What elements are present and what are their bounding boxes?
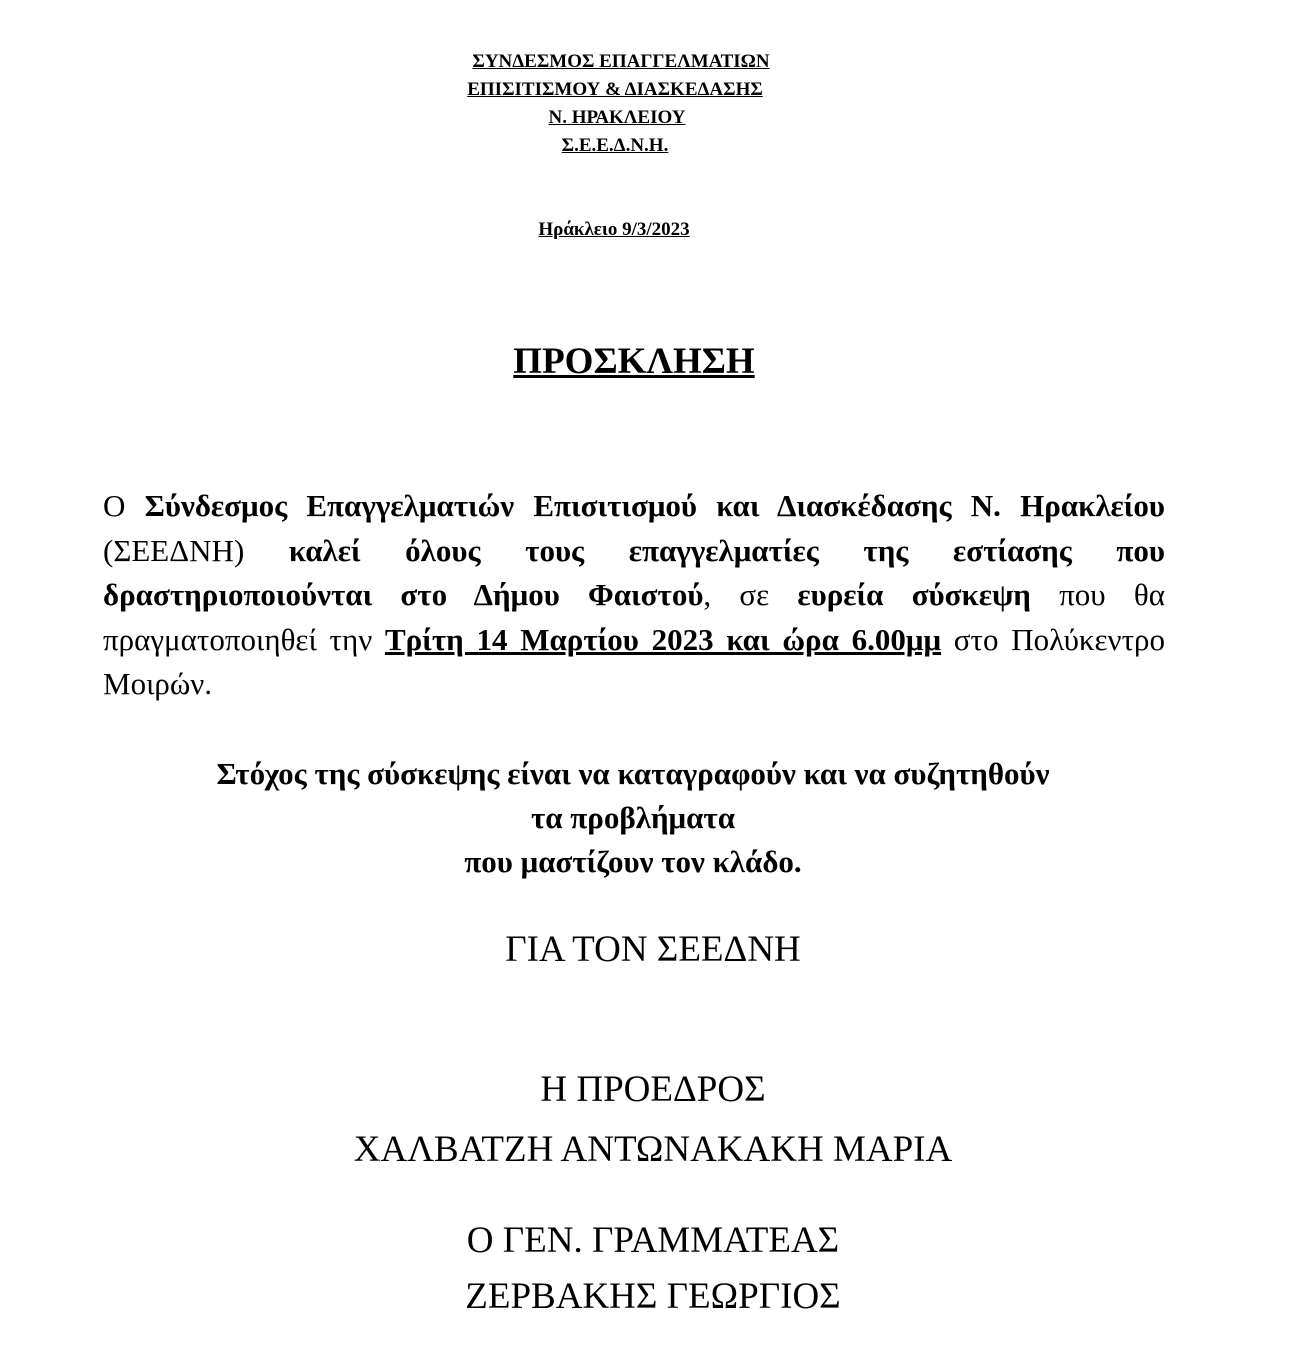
signature-for-org: ΓΙΑ ΤΟΝ ΣΕΕΔΝΗ	[505, 929, 801, 970]
letterhead-line-2: ΕΠΙΣΙΤΙΣΜΟΥ & ΔΙΑΣΚΕΔΑΣΗΣ	[467, 79, 763, 100]
document-date: Ηράκλειο 9/3/2023	[538, 219, 690, 240]
secretary-title: Ο ΓΕΝ. ΓΡΑΜΜΑΤΕΑΣ	[466, 1220, 840, 1261]
invitation-paragraph	[103, 484, 1165, 707]
letterhead	[0, 48, 1230, 160]
goal-line-1: Στόχος της σύσκεψης είναι να καταγραφούν και να συζητηθούν	[216, 756, 1050, 791]
letterhead-line-1: ΣΥΝΔΕΣΜΟΣ ΕΠΑΓΓΕΛΜΑΤΙΩΝ	[472, 51, 770, 72]
body-text-segment: (ΣΕΕΔΝΗ)	[103, 532, 289, 568]
goal-line-2: τα προβλήματα	[530, 800, 736, 835]
meeting-type: ευρεία σύσκεψη	[797, 577, 1031, 612]
invitees: καλεί όλους τους επαγγελματίες της εστίασης που δραστηριοποιούνται στο Δήμου Φαιστού	[103, 532, 1165, 612]
meeting-goal	[0, 752, 1266, 884]
president-signature	[0, 1060, 1290, 1180]
document-title: ΠΡΟΣΚΛΗΣΗ	[513, 341, 755, 382]
body-text-segment: Ο	[103, 488, 145, 523]
body-text-segment: , σε	[703, 577, 798, 612]
meeting-location: στο Πολύκεντρο Μοιρών.	[103, 621, 1165, 701]
president-name: ΧΑΛΒΑΤΖΗ ΑΝΤΩΝΑΚΑΚΗ ΜΑΡΙΑ	[353, 1129, 953, 1170]
meeting-datetime: Τρίτη 14 Μαρτίου 2023 και ώρα 6.00μμ	[384, 621, 942, 657]
letterhead-line-3: Ν. ΗΡΑΚΛΕΙΟΥ	[548, 107, 686, 128]
secretary-signature	[0, 1213, 1290, 1325]
org-name: Σύνδεσμος Επαγγελματιών Επισιτισμού και Διασκέδασης Ν. Ηρακλείου	[144, 488, 1165, 523]
president-title: Η ΠΡΟΕΔΡΟΣ	[540, 1069, 766, 1110]
body-text-segment: που θα πραγματοποιηθεί την	[103, 577, 1165, 657]
letterhead-line-4: Σ.Ε.Ε.Δ.Ν.Η.	[561, 135, 669, 156]
secretary-name: ΖΕΡΒΑΚΗΣ ΓΕΩΡΓΙΟΣ	[465, 1276, 841, 1317]
goal-line-3: που μαστίζουν τον κλάδο.	[464, 844, 802, 879]
